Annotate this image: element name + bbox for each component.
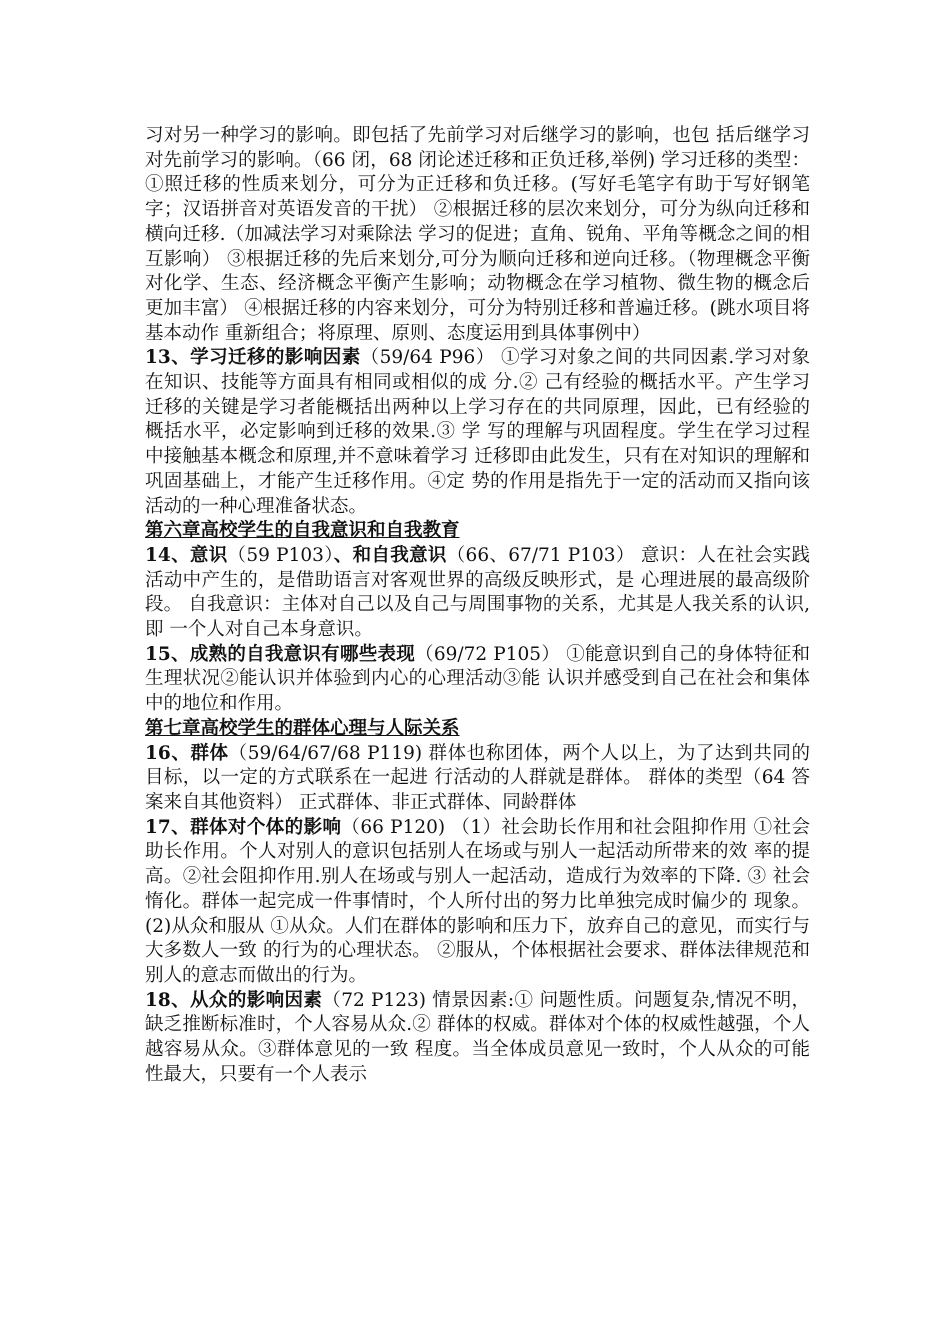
paragraph-text: （59/64/67/68 P119) 群体也称团体，两个人以上，为了达到共同的目标，以一定的方式联系在一起进 行活动的人群就是群体。 群体的类型（64 答案来自其他资料） 正式群体、非正式群体、同龄群体 [145, 742, 810, 813]
item-heading: 15、成熟的自我意识有哪些表现 [145, 643, 416, 665]
paragraph-transfer-types [145, 124, 810, 346]
paragraph-text: 习对另一种学习的影响。即包括了先前学习对后继学习的影响，也包 括后继学习对先前学习的影响。（66 闭，68 闭论述迁移和正负迁移,举例) 学习迁移的类型：①照迁移的性质来划分，可分为正迁移和负迁移。(写好毛笔字有助于写好钢笔 字；汉语拼音对英语发音的干扰） ②根据迁移的层次来划分，可分为纵向迁移和横向迁移.（加减法学习对乘除法 学习的促进；直角、锐角、平角等概念之间的相互影响） ③根据迁移的先后来划分,可分为顺向迁移和逆向迁移。（物理概念平衡对化学、生态、经济概念平衡产生影响；动物概念在学习植物、微生物的概念后更加丰富） ④根据迁移的内容来划分，可分为特别迁移和普遍迁移。(跳水项目将基本动作 重新组合；将原理、原则、态度运用到具体事例中） [145, 125, 810, 344]
paragraph-16 [145, 742, 810, 816]
paragraph-17 [145, 816, 810, 989]
item-heading-part2: 、和自我意识 [333, 544, 447, 566]
item-heading: 16、群体 [145, 742, 229, 764]
paragraph-text: （69/72 P105） ①能意识到自己的身体特征和生理状况②能认识并体验到内心的心理活动③能 认识并感受到自己在社会和集体中的地位和作用。 [145, 643, 810, 715]
document-body [145, 124, 810, 1087]
paragraph-13 [145, 346, 810, 519]
item-heading: 17、群体对个体的影响 [145, 816, 342, 838]
paragraph-15 [145, 643, 810, 717]
paragraph-text: （72 P123) 情景因素:① 问题性质。问题复杂,情况不明，缺乏推断标准时，个人容易从众.② 群体的权威。群体对个体的权威性越强，个人越容易从众。③群体意见的一致 程度。当全体成员意见一致时，个人从众的可能性最大，只要有一个人表示 [145, 989, 811, 1085]
item-heading: 13、学习迁移的影响因素 [145, 347, 361, 369]
item-heading: 14、意识 [145, 544, 228, 566]
paragraph-text: （59/64 P96） ①学习对象之间的共同因素.学习对象在知识、技能等方面具有相同或相似的成 分.② 己有经验的概括水平。产生学习迁移的关键是学习者能概括出两种以上学习存在的共同原理，因此，已有经验的概括水平，必定影响到迁移的效果.③ 学 写的理解与巩固程度。学生在学习过程中接触基本概念和原理,并不意味着学习 迁移即由此发生，只有在对知识的理解和巩固基础上，才能产生迁移作用。④定 势的作用是指先于一定的活动而又指向该活动的一种心理准备状态。 [145, 347, 810, 517]
item-heading: 18、从众的影响因素 [145, 989, 323, 1011]
paragraph-text-part2: （66、67/71 P103） 意识：人在社会实践活动中产生的，是借助语言对客观世界的高级反映形式，是 心理进展的最高级阶段。 自我意识：主体对自己以及自己与周围事物的关系，尤其是人我关系的认识,即 一个人对自己本身意识。 [145, 544, 810, 641]
chapter-six-heading: 第六章高校学生的自我意识和自我教育 [145, 520, 460, 542]
paragraph-text: （59 P103） [227, 544, 334, 566]
paragraph-14 [145, 544, 810, 643]
chapter-seven-heading: 第七章高校学生的群体心理与人际关系 [145, 717, 460, 739]
paragraph-18 [145, 989, 810, 1088]
paragraph-text: （66 P120) （1）社会助长作用和社会阻抑作用 ①社会助长作用。个人对别人的意识包括别人在场或与别人一起活动所带来的效 率的提高。②社会阻抑作用.别人在场或与别人一起活动，造成行为效率的下降. ③ 社会惰化。群体一起完成一件事情时，个人所付出的努力比单独完成时偏少的 现象。 (2)从众和服从 ①从众。人们在群体的影响和压力下，放弃自己的意见，而实行与大多数人一致 的行为的心理状态。 ②服从，个体根据社会要求、群体法律规范和别人的意志而做出的行为。 [145, 816, 810, 986]
